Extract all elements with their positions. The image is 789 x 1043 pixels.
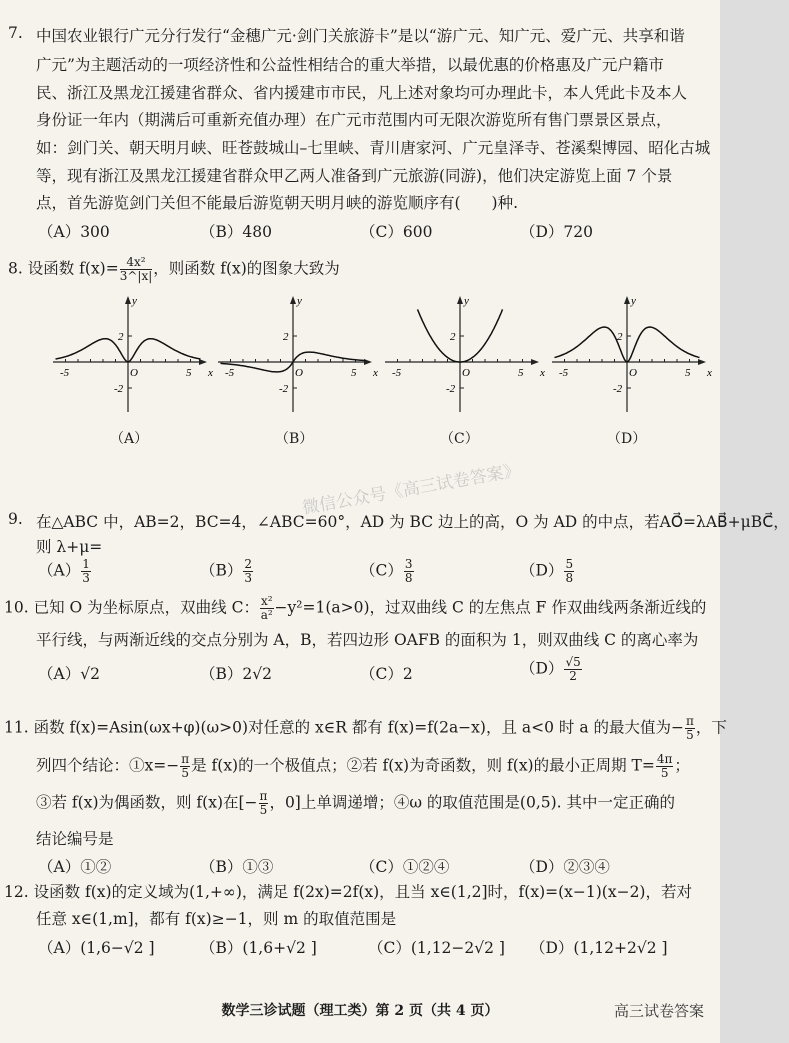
question-text-line: 等，现有浙江及黑龙江援建省群众甲乙两人准备到广元旅游(同游)，他们决定游览上面 7 个景 (36, 167, 673, 185)
question-text-line: 11. 函数 f(x)=Asin(ωx+φ)(ω>0)对任意的 x∈R 都有 f(x)=f(2a−x)，且 a<0 时 a 的最大值为− $\frac{\pi}{5}$ ，下 (4, 714, 727, 742)
tick-label: 2 (617, 331, 623, 343)
tick-label: 5 (351, 367, 357, 379)
option-b: （B）2√2 (200, 665, 272, 683)
graph-label-d: （D） (607, 431, 647, 447)
option-c: （C）①②④ (360, 858, 450, 876)
graph-label-b: （B） (275, 431, 314, 447)
tick-label: 2 (450, 331, 456, 343)
question-text-line: 广元”为主题活动的一项经济性和公益性相结合的重大举措，以最优惠的价格惠及广元户籍市 (36, 56, 664, 74)
option-d: （D）(1,12+2√2 ] (530, 939, 668, 957)
option-a: （A） $\frac{1}{3}$ (38, 557, 90, 585)
y-arrow-icon (125, 296, 131, 304)
x-arrow-icon (531, 359, 539, 365)
question-number: 7. (8, 24, 23, 42)
origin-label: O (629, 367, 637, 379)
y-arrow-icon (457, 296, 463, 304)
question-number: 8. (8, 259, 23, 278)
origin-label: O (130, 367, 138, 379)
option-a: （A）(1,6−√2 ] (38, 939, 155, 957)
fraction (120, 256, 153, 283)
watermark: 微信公众号《高三试卷答案》 (300, 460, 522, 519)
y-arrow-icon (624, 296, 630, 304)
x-axis-label: x (208, 367, 213, 379)
tick-label: -2 (613, 383, 623, 395)
option-d: （D）720 (520, 223, 594, 241)
option-c: （C）(1,12−2√2 ] (368, 939, 505, 957)
tick-label: -5 (392, 367, 402, 379)
option-a: （A）300 (38, 223, 110, 241)
stem-text: ，则函数 f(x)的图象大致为 (153, 259, 340, 278)
tick-label: 5 (186, 367, 192, 379)
tick-label: -5 (559, 367, 569, 379)
tick-label: -5 (60, 367, 70, 379)
question-text-line: 任意 x∈(1,m]，都有 f(x)≥−1，则 m 的取值范围是 (36, 910, 397, 928)
option-b: （B）(1,6+√2 ] (200, 939, 317, 957)
x-arrow-icon (199, 359, 207, 365)
question-text-line: 中国农业银行广元分行发行“金穗广元·剑门关旅游卡”是以“游广元、知广元、爱广元、共享和谐 (36, 27, 685, 45)
x-axis-label: x (540, 367, 545, 379)
question-text-line: 结论编号是 (36, 830, 114, 848)
question-text-line: 平行线，与两渐近线的交点分别为 A，B，若四边形 OAFB 的面积为 1，则双曲线 C 的离心率为 (36, 631, 699, 649)
option-d: （D）②③④ (520, 858, 610, 876)
question-text-line: 列四个结论：①x=− $\frac{\pi}{5}$ 是 f(x)的一个极值点；②若 f(x)为奇函数，则 f(x)的最小正周期 T= $\frac{4\pi}{5}$ ； (36, 752, 690, 780)
tick-label: 2 (118, 331, 124, 343)
option-b: （B） $\frac{2}{3}$ (200, 557, 253, 585)
x-axis-label: x (707, 367, 712, 379)
tick-label: -2 (114, 383, 124, 395)
question-text-line: 10. 已知 O 为坐标原点，双曲线 C： $\frac{\text{x²}}{\text{a²}}$ −y²=1(a>0)，过双曲线 C 的左焦点 F 作双曲线两条渐近线的 (4, 594, 707, 622)
y-axis-label: y (631, 295, 636, 307)
option-a: （A）√2 (38, 665, 100, 683)
tick-label: 2 (283, 331, 289, 343)
option-b: （B）480 (200, 223, 272, 241)
y-axis-label: y (297, 295, 302, 307)
question-stem (8, 256, 340, 283)
question-text-line: 则 λ+μ= (36, 538, 103, 556)
tick-label: -2 (446, 383, 456, 395)
option-b: （B）①③ (200, 858, 274, 876)
origin-label: O (462, 367, 470, 379)
option-d: （D） $\frac{√5}{2}$ (520, 655, 581, 683)
graph-label-c: （C） (440, 431, 479, 447)
brand-label: 高三试卷答案 (613, 1002, 704, 1020)
question-text-line: 12. 设函数 f(x)的定义域为(1,+∞)，满足 f(2x)=2f(x)，且当 x∈(1,2]时，f(x)=(x−1)(x−2)，若对 (4, 883, 692, 901)
option-a: （A）①② (38, 858, 112, 876)
tick-label: -5 (225, 367, 235, 379)
question-text-line: ③若 f(x)为偶函数，则 f(x)在[− $\frac{\pi}{5}$ ，0]上单调递增；④ω 的取值范围是(0,5). 其中一定正确的 (36, 789, 676, 817)
tick-label: 5 (685, 367, 691, 379)
page-footer: 数学三诊试题（理工类）第 2 页（共 4 页） (221, 1003, 499, 1019)
graph-label-a: （A） (110, 431, 149, 447)
tick-label: 5 (518, 367, 524, 379)
origin-label: O (295, 367, 303, 379)
option-c: （C） $\frac{3}{8}$ (360, 557, 413, 585)
denominator: 3^|x| (119, 269, 153, 283)
option-c: （C）600 (360, 223, 433, 241)
x-arrow-icon (698, 359, 706, 365)
option-d: （D） $\frac{5}{8}$ (520, 557, 574, 585)
y-arrow-icon (290, 296, 296, 304)
y-axis-label: y (464, 295, 469, 307)
numerator: 4x² (120, 256, 153, 270)
stem-text: 设函数 f(x)= (27, 259, 119, 278)
question-text-line: 点，首先游览剑门关但不能最后游览朝天明月峡的游览顺序有( )种. (36, 194, 519, 212)
option-c: （C）2 (360, 665, 413, 683)
function-graphs (0, 290, 720, 420)
y-axis-label: y (132, 295, 137, 307)
question-number: 9. (8, 510, 23, 528)
question-text-line: 身份证一年内（期满后可重新充值办理）在广元市范围内可无限次游览所有售门票景区景点， (36, 111, 672, 129)
question-text-line: 如：剑门关、朝天明月峡、旺苍鼓城山–七里峡、青川唐家河、广元皇泽寺、苍溪梨博园、昭化古城 (36, 139, 711, 157)
question-text-line: 民、浙江及黑龙江援建省群众、省内援建市市民，凡上述对象均可办理此卡，本人凭此卡及本人 (36, 84, 688, 102)
tick-label: -2 (279, 383, 289, 395)
x-axis-label: x (373, 367, 378, 379)
question-text-line: 在△ABC 中，AB=2，BC=4，∠ABC=60°，AD 为 BC 边上的高，O 为 AD 的中点，若AO⃗=λAB⃗+μBC⃗， (36, 513, 789, 531)
